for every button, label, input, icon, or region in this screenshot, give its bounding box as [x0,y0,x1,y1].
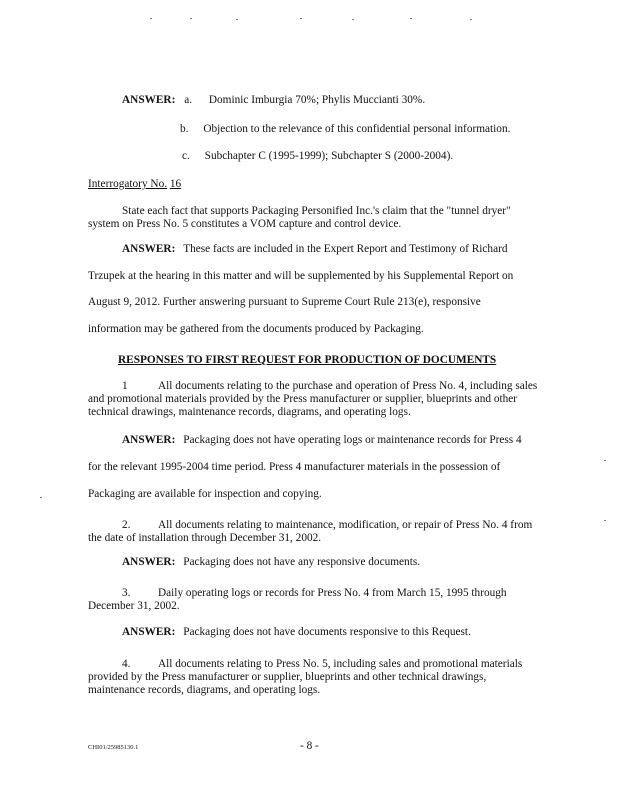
request-number: 4. [122,658,131,670]
request-answer-line: ANSWER: Packaging does not have any responsive documents. [122,556,421,568]
answer-c-text: Subchapter C (1995-1999); Subchapter S (2000-2004). [204,150,454,162]
interrogatory-answer-line: Trzupek at the hearing in this matter and will be supplemented by his Supplemental Report on [88,270,514,282]
interrogatory-answer-line: August 9, 2012. Further answering pursuant to Supreme Court Rule 213(e), responsive [88,296,481,308]
answer-a-marker: a. [184,94,193,106]
answer-label: ANSWER: [122,556,176,568]
request-text: 2. All documents relating to maintenance, modification, or repair of Press No. 4 from the date of installation through December 31, 2002. [88,519,533,544]
scan-artifact [604,520,606,521]
answer-label: ANSWER: [122,626,176,638]
scan-artifact [236,19,238,20]
interrogatory-answer-line: information may be gathered from the documents produced by Packaging. [88,323,424,335]
request-text: 1 All documents relating to the purchase and operation of Press No. 4, including sales and promotional materials provided by the Press manufacturer or supplier, blueprints and other technical drawings, maintenance records, diagrams, and operating logs. [88,380,538,418]
scan-artifact [40,497,42,498]
scan-artifact [604,460,606,461]
request-number: 1 [122,380,128,392]
interrogatory-answer-line: ANSWER: These facts are included in the Expert Report and Testimony of Richard [122,243,508,255]
page-number: - 8 - [300,740,319,752]
answer-c [182,150,453,163]
scan-artifact [300,18,302,19]
answer-b-text: Objection to the relevance of this confidential personal information. [203,123,511,135]
answer-b-marker: b. [180,123,189,135]
answer-label: ANSWER: [122,243,176,255]
interrogatory-text: State each fact that supports Packaging Personified Inc.'s claim that the "tunnel dryer" system on Press No. 5 constitutes a VOM capture and control device. [88,205,511,230]
request-text: 4. All documents relating to Press No. 5, including sales and promotional materials provided by the Press manufacturer or supplier, blueprints and other technical drawings, maintenance records, diagrams, and operating logs. [88,658,523,696]
interrogatory-heading [88,178,181,191]
interrogatory-number: 16 [169,178,182,190]
request-number: 2. [122,519,131,531]
section-heading: RESPONSES TO FIRST REQUEST FOR PRODUCTION OF DOCUMENTS [118,354,497,366]
request-answer-line: Packaging are available for inspection and copying. [88,488,322,500]
interrogatory-label: Interrogatory No. [88,178,168,190]
answer-a [122,94,425,107]
request-text: 3. Daily operating logs or records for Press No. 4 from March 15, 1995 through December 31, 2002. [88,587,507,612]
answer-label: ANSWER: [122,434,176,446]
answer-b [180,123,510,136]
answer-c-marker: c. [182,150,190,162]
scan-artifact [470,19,472,20]
request-number: 3. [122,587,131,599]
request-answer-line: for the relevant 1995-2004 time period. Press 4 manufacturer materials in the possession of [88,461,501,473]
footer-doc-id: CHI01/25985130.1 [88,744,139,751]
request-answer-line: ANSWER: Packaging does not have documents responsive to this Request. [122,626,471,638]
scan-artifact [190,18,192,19]
answer-label: ANSWER: [122,94,176,106]
scan-artifact [352,19,354,20]
answer-a-text: Dominic Imburgia 70%; Phylis Muccianti 30%. [208,94,426,106]
request-answer-line: ANSWER: Packaging does not have operating logs or maintenance records for Press 4 [122,434,522,446]
scan-artifact [410,18,412,19]
scan-artifact [150,18,152,19]
